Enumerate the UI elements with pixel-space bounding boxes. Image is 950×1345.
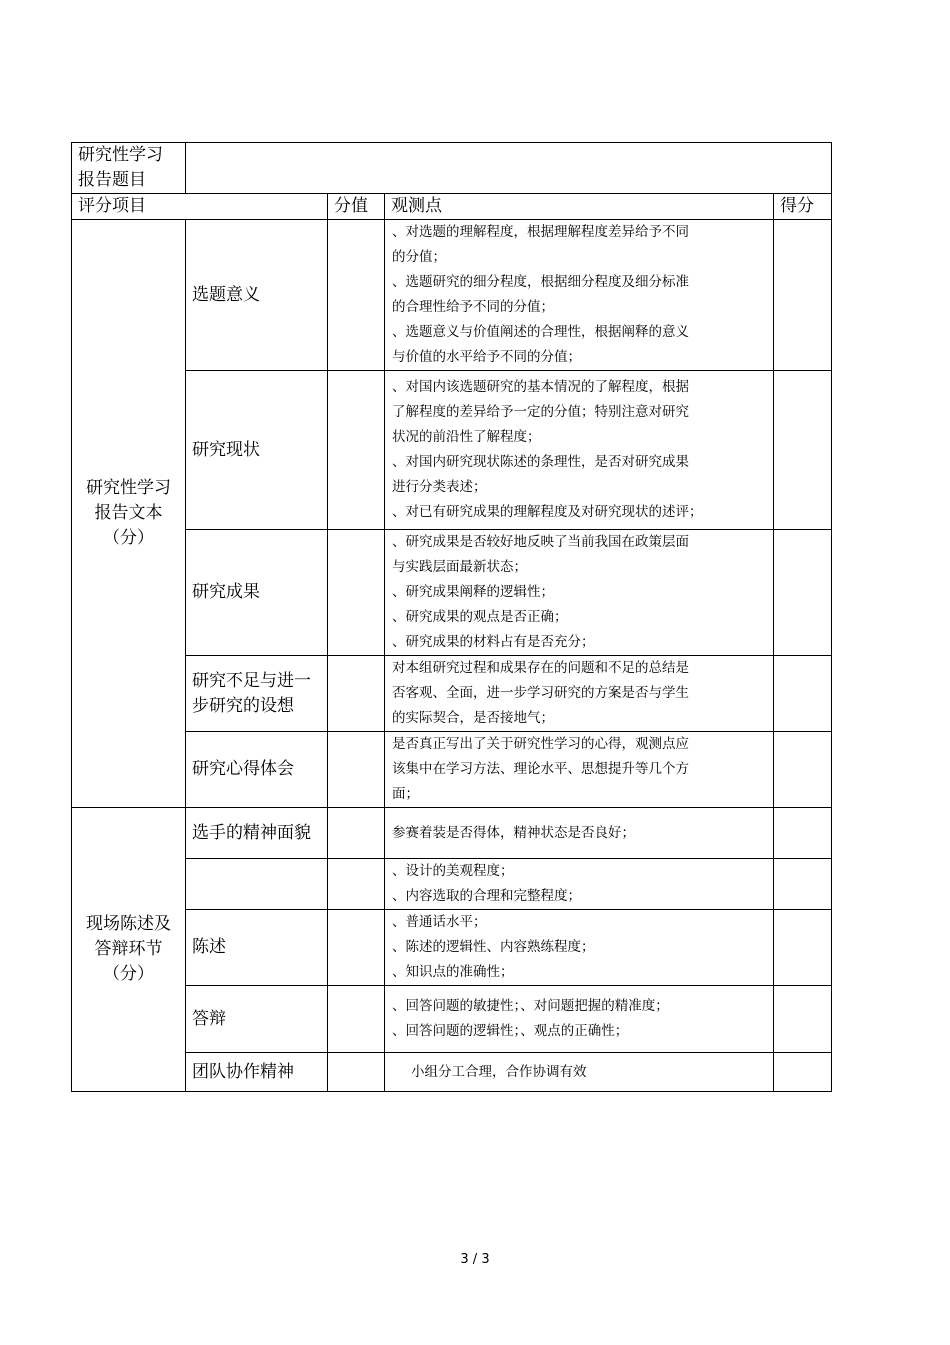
table-row <box>72 808 832 859</box>
item-label: 研究不足与进一步研究的设想 <box>186 656 328 732</box>
observation-cell <box>385 859 774 910</box>
item-label: 选手的精神面貌 <box>186 808 328 859</box>
observation-cell <box>385 530 774 656</box>
observation-line: 、对国内研究现状陈述的条理性，是否对研究成果 <box>392 454 689 470</box>
table-row <box>72 371 832 530</box>
value-cell <box>328 220 385 371</box>
observation-line: 、选题意义与价值阐述的合理性，根据阐释的意义 <box>392 324 689 340</box>
table-row <box>72 1053 832 1092</box>
observation-cell <box>385 910 774 986</box>
score-cell <box>774 859 832 910</box>
scoring-rubric-table <box>71 142 832 1092</box>
col-score-header: 得分 <box>774 194 832 220</box>
observation-cell <box>385 986 774 1053</box>
observation-line: 小组分工合理，合作协调有效 <box>411 1063 587 1080</box>
value-cell <box>328 1053 385 1092</box>
score-cell <box>774 530 832 656</box>
item-label <box>186 859 328 910</box>
value-cell <box>328 530 385 656</box>
value-cell <box>328 859 385 910</box>
score-cell <box>774 220 832 371</box>
table-row <box>72 220 832 371</box>
table-row <box>72 530 832 656</box>
value-cell <box>328 656 385 732</box>
topic-row <box>72 143 832 194</box>
topic-value <box>186 143 832 194</box>
item-label: 研究心得体会 <box>186 732 328 808</box>
observation-line: 、对选题的理解程度，根据理解程度差异给予不同 <box>392 224 689 240</box>
col-item-header: 评分项目 <box>72 194 328 220</box>
table-row <box>72 732 832 808</box>
observation-line: 、回答问题的逻辑性；、观点的正确性； <box>392 1023 629 1039</box>
value-cell <box>328 910 385 986</box>
item-label: 陈述 <box>186 910 328 986</box>
observation-line: 、普通话水平； <box>392 914 487 930</box>
item-label: 选题意义 <box>186 220 328 371</box>
item-label: 研究成果 <box>186 530 328 656</box>
observation-line: 对本组研究过程和成果存在的问题和不足的总结是 <box>392 660 689 676</box>
score-cell <box>774 808 832 859</box>
observation-line: 进行分类表述； <box>392 479 487 495</box>
observation-line: 、设计的美观程度； <box>392 863 514 879</box>
observation-line: 、研究成果阐释的逻辑性； <box>392 584 554 600</box>
header-row <box>72 194 832 220</box>
section-label: 现场陈述及答辩环节（分） <box>72 808 186 1092</box>
observation-line: 、回答问题的敏捷性；、对问题把握的精准度； <box>392 998 669 1014</box>
observation-cell <box>385 656 774 732</box>
observation-cell <box>385 808 774 859</box>
observation-line: 的合理性给予不同的分值； <box>392 299 554 315</box>
observation-line: 面； <box>392 786 419 802</box>
observation-line: 状况的前沿性了解程度； <box>392 429 541 445</box>
observation-line: 参赛着装是否得体，精神状态是否良好； <box>392 824 635 841</box>
observation-line: 与实践层面最新状态； <box>392 559 527 575</box>
page-number: 3 / 3 <box>460 1252 490 1267</box>
observation-line: 、选题研究的细分程度，根据细分程度及细分标准 <box>392 274 689 290</box>
table-row <box>72 910 832 986</box>
col-observe-header: 观测点 <box>385 194 774 220</box>
observation-line: 该集中在学习方法、理论水平、思想提升等几个方 <box>392 761 689 777</box>
section-label: 研究性学习报告文本（分） <box>72 220 186 808</box>
observation-line: 的分值； <box>392 249 446 265</box>
observation-line: 、对国内该选题研究的基本情况的了解程度，根据 <box>392 379 689 395</box>
observation-line: 、研究成果是否较好地反映了当前我国在政策层面 <box>392 534 689 550</box>
score-cell <box>774 371 832 530</box>
observation-line: 是否真正写出了关于研究性学习的心得，观测点应 <box>392 736 689 752</box>
score-cell <box>774 986 832 1053</box>
table-row <box>72 859 832 910</box>
observation-cell <box>385 732 774 808</box>
observation-line: 的实际契合，是否接地气； <box>392 710 554 726</box>
item-label: 团队协作精神 <box>186 1053 328 1092</box>
observation-line: 、知识点的准确性； <box>392 964 514 980</box>
item-label: 答辩 <box>186 986 328 1053</box>
table-row <box>72 986 832 1053</box>
score-cell <box>774 656 832 732</box>
observation-line: 、研究成果的观点是否正确； <box>392 609 568 625</box>
observation-line: 否客观、全面，进一步学习研究的方案是否与学生 <box>392 685 689 701</box>
value-cell <box>328 732 385 808</box>
observation-line: 与价值的水平给予不同的分值； <box>392 349 581 365</box>
observation-line: 、研究成果的材料占有是否充分； <box>392 634 595 650</box>
observation-line: 了解程度的差异给予一定的分值；特别注意对研究 <box>392 404 689 420</box>
score-cell <box>774 910 832 986</box>
table-row <box>72 656 832 732</box>
value-cell <box>328 808 385 859</box>
observation-line: 、对已有研究成果的理解程度及对研究现状的述评； <box>392 504 703 520</box>
score-cell <box>774 732 832 808</box>
observation-line: 、内容选取的合理和完整程度； <box>392 888 581 904</box>
observation-cell <box>385 1053 774 1092</box>
col-score-value-header: 分值 <box>328 194 385 220</box>
value-cell <box>328 371 385 530</box>
observation-cell <box>385 220 774 371</box>
value-cell <box>328 986 385 1053</box>
score-cell <box>774 1053 832 1092</box>
topic-label: 研究性学习报告题目 <box>72 143 186 194</box>
item-label: 研究现状 <box>186 371 328 530</box>
observation-cell <box>385 371 774 530</box>
observation-line: 、陈述的逻辑性、内容熟练程度； <box>392 939 595 955</box>
